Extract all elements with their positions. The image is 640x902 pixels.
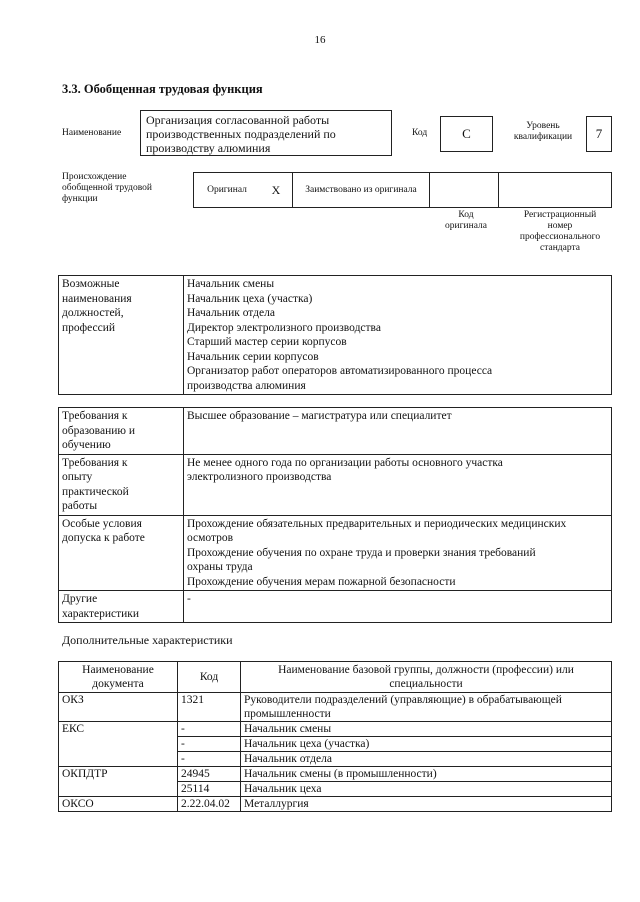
origin-code-cell [430,173,499,208]
column-header-line: Наименование базовой группы, должности (профессии) или [278,664,574,676]
column-header [59,662,178,693]
doc-cell [59,752,178,767]
name-cell-line: промышленности [244,708,331,720]
positions-label [59,276,184,395]
requirement-value-line: Не менее одного года по организации работы основного участка [187,456,503,469]
position-item: производства алюминия [187,379,306,392]
extra-table [58,661,612,812]
column-header-line: документа [92,678,144,690]
requirement-value-line: Высшее образование – магистратура или специалитет [187,410,452,422]
column-header [178,662,241,693]
level-label: Уровень квалификации [513,121,573,142]
positions-table [58,275,612,395]
table-row [59,782,612,797]
function-name-box: Организация согласованной работы производственных подразделений по производству алюминия [140,110,392,156]
position-item: Начальник цеха (участка) [187,292,313,305]
name-cell: Начальник смены (в промышленности) [241,767,612,782]
table-row [59,752,612,767]
name-cell: Начальник отдела [241,752,612,767]
reg-caption-line: профессионального [519,232,601,242]
positions-label-line: Возможные [62,278,120,290]
origin-label-line: функции [62,194,98,204]
doc-cell [59,782,178,797]
requirement-value-line: Прохождение обучения по охране труда и проверки знания требований [187,546,536,559]
requirement-value-line: осмотров [187,532,234,544]
requirement-label-line: обучению [62,439,111,451]
requirement-value [184,408,612,455]
position-item: Директор электролизного производства [187,321,381,334]
requirement-value-line: охраны труда [187,561,253,573]
code-cell: - [178,737,241,752]
extra-title: Дополнительные характеристики [62,633,233,647]
requirement-row-other [59,591,612,623]
column-header-line: Код [199,671,219,683]
doc-cell: ОКСО [59,797,178,812]
origin-reg-cell [499,173,612,208]
requirement-label [59,591,184,623]
code-cell: 2.22.04.02 [178,797,241,812]
requirement-label-line: опыту [62,471,93,483]
requirement-label-line: работы [62,500,98,512]
requirement-value-line: Прохождение обучения мерам пожарной безопасности [187,575,456,588]
name-label: Наименование [62,128,122,138]
requirement-row-experience [59,454,612,515]
position-item: Начальник серии корпусов [187,350,319,363]
code-label: Код [412,128,428,138]
doc-cell: ОКПДТР [59,767,178,782]
code-cell: 25114 [178,782,241,797]
requirement-label-line: Требования к [62,456,128,469]
code-caption [432,210,500,232]
table-row [59,767,612,782]
positions-label-line: наименования [62,292,132,305]
requirement-label [59,515,184,591]
table-row [59,797,612,812]
positions-label-line: профессий [62,321,116,334]
name-cell: Начальник смены [241,722,612,737]
position-item: Организатор работ операторов автоматизированного процесса [187,365,493,377]
requirement-label-line: образованию и [62,424,135,437]
column-header [241,662,612,693]
extra-table-header [59,662,612,693]
name-cell [241,693,612,722]
doc-cell: ЕКС [59,722,178,737]
code-cell: 24945 [178,767,241,782]
requirement-label-line: Особые условия [62,517,142,530]
code-cell: 1321 [178,693,241,722]
requirements-table [58,407,612,623]
table-row [59,737,612,752]
reg-caption-line: номер [547,221,573,231]
requirement-value-line: - [187,593,191,605]
original-mark: X [260,173,293,208]
column-header-line: специальности [389,678,463,690]
position-item: Начальник отдела [187,307,275,319]
code-caption-line: оригинала [445,221,487,231]
name-cell: Металлургия [241,797,612,812]
requirement-value [184,515,612,591]
position-item: Старший мастер серии корпусов [187,336,347,348]
requirement-label-line: Другие [62,593,98,605]
table-row [59,693,612,722]
requirement-label [59,454,184,515]
code-caption-line: Код [458,210,474,220]
reg-caption-line: Регистрационный [523,210,597,220]
code-cell: - [178,752,241,767]
requirement-label-line: Требования к [62,410,128,422]
code-value-box: C [440,116,493,152]
positions-list [184,276,612,395]
table-row [59,722,612,737]
doc-cell [59,737,178,752]
code-cell: - [178,722,241,737]
requirement-label-line: характеристики [62,607,140,620]
requirement-label [59,408,184,455]
requirement-row-admission [59,515,612,591]
level-value-box: 7 [586,116,612,152]
origin-label-line: обобщенной трудовой [62,183,152,193]
original-label: Оригинал [194,173,261,208]
reg-caption [504,210,616,254]
column-header-line: Наименование [82,664,154,676]
requirement-label-line: практической [62,485,129,498]
requirement-value [184,454,612,515]
borrowed-label: Заимствовано из оригинала [293,173,430,208]
origin-label-line: Происхождение [62,172,127,182]
doc-cell: ОКЗ [59,693,178,722]
page-number: 16 [314,34,326,46]
requirement-value [184,591,612,623]
requirement-label-line: допуска к работе [62,532,145,544]
position-item: Начальник смены [187,278,275,290]
reg-caption-line: стандарта [540,243,580,253]
origin-label [62,172,152,205]
name-cell-line: Руководители подразделений (управляющие) в обрабатывающей [244,694,562,706]
name-cell: Начальник цеха (участка) [241,737,612,752]
name-cell: Начальник цеха [241,782,612,797]
section-title: 3.3. Обобщенная трудовая функция [62,82,263,96]
requirement-value-line: электролизного производства [187,471,332,483]
positions-label-line: должностей, [62,307,124,319]
origin-table [193,172,612,208]
requirement-value-line: Прохождение обязательных предварительных и периодических медицинских [187,517,567,530]
requirement-row-education [59,408,612,455]
